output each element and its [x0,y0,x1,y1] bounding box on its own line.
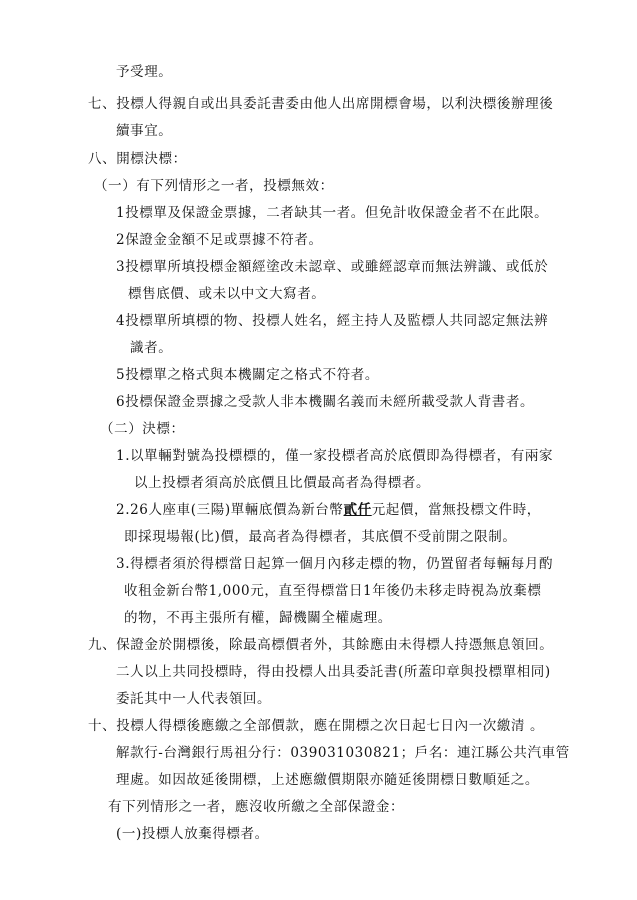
award-item-2-text-b: 元起價，當無投標文件時， [371,502,541,518]
section-9-line-1: 九、保證金於開標後，除最高標價者外，其餘應由未得標人持憑無息領回。 [88,637,554,653]
invalid-item-4-line-1: 4投標單所填標的物、投標人姓名，經主持人及監標人共同認定無法辨 [116,313,549,329]
award-item-2-line-2: 即採現場報(比)價，最高者為得標者，其底價不受前開之限制。 [124,529,517,545]
section-9-line-3: 委託其中一人代表領回。 [116,691,272,707]
invalid-item-6: 6投標保證金票據之受款人非本機關名義而未經所載受款人背書者。 [116,394,535,410]
section-7-line-2: 續事宜。 [116,123,173,139]
subsection-1-heading: （一）有下列情形之一者，投標無效： [94,178,334,194]
invalid-item-3-line-2: 標售底價、或未以中文大寫者。 [128,286,326,302]
invalid-item-5: 5投標單之格式與本機關定之格式不符者。 [116,367,379,383]
section-8-heading: 八、開標決標： [88,151,187,167]
award-item-2-text-a: 2.26人座車(三陽)單輛底價為新台幣 [116,502,344,518]
award-item-1-line-1: 1.以單輛對號為投標標的，僅一家投標者高於底價即為得標者，有兩家 [116,448,554,464]
invalid-item-3-line-1: 3投標單所填投標金額經塗改未認章、或雖經認章而無法辨識、或低於 [116,259,549,275]
forfeit-item-1: (一)投標人放棄得標者。 [116,826,269,842]
section-10-line-3: 理處。如因故延後開標，上述應繳價期限亦隨延後開標日數順延之。 [116,772,539,788]
section-7-line-1: 七、投標人得親自或出具委託書委由他人出席開標會場，以利決標後辦理後 [88,96,554,112]
invalid-item-2: 2保證金金額不足或票據不符者。 [116,232,323,248]
section-10-line-2: 解款行-台灣銀行馬祖分行：039031030821；戶名：連江縣公共汽車管 [116,745,570,761]
invalid-item-4-line-2: 識者。 [130,340,173,356]
award-item-3-line-2: 收租金新台幣1,000元，直至得標當日1年後仍未移走時視為放棄標 [124,583,542,599]
award-item-1-line-2: 以上投標者須高於底價且比價最高者為得標者。 [134,475,431,491]
award-item-3-line-1: 3.得標者須於得標當日起算一個月內移走標的物，仍置留者每輛每月酌 [116,556,554,572]
text-line: 予受理。 [116,64,173,80]
subsection-2-heading: （二）決標： [100,421,185,437]
reserve-price-amount: 貳仟 [343,502,372,518]
section-9-line-2: 二人以上共同投標時，得由投標人出具委託書(所蓋印章與投標單相同) [116,664,551,680]
section-10-line-1: 十、投標人得標後應繳之全部價款，應在開標之次日起七日內一次繳清 。 [88,718,545,734]
award-item-2-line-1 [116,501,541,519]
award-item-3-line-3: 的物，不再主張所有權，歸機關全權處理。 [124,610,392,626]
forfeit-heading: 有下列情形之一者，應沒收所繳之全部保證金： [108,799,405,815]
invalid-item-1: 1投標單及保證金票據，二者缺其一者。但免計收保證金者不在此限。 [116,205,549,221]
